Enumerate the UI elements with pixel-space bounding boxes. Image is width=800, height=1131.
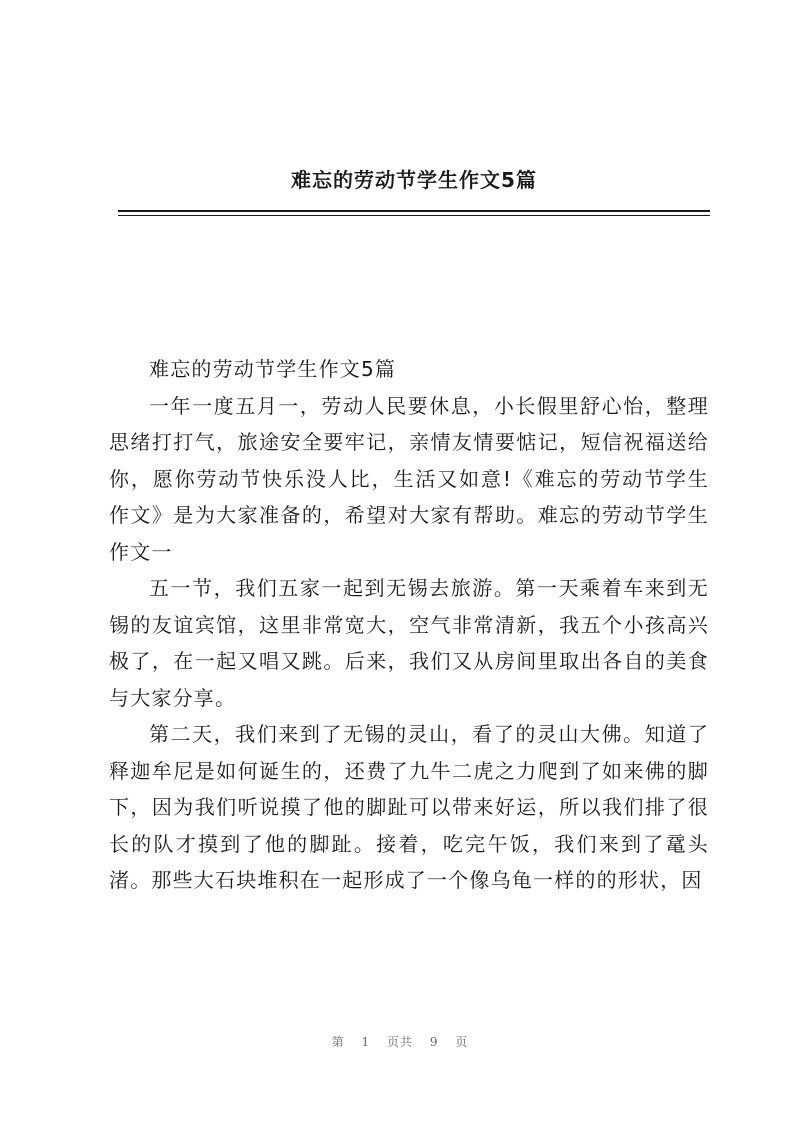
document-body <box>109 351 709 899</box>
title-underline-thick <box>118 210 710 212</box>
page-footer: 第 1 页共 9 页 <box>331 1035 469 1049</box>
paragraph-intro: 一年一度五月一，劳动人民要休息，小长假里舒心怡，整理思绪打打气，旅途安全要牢记，亲情友情要惦记，短信祝福送给你，愿你劳动节快乐没人比，生活又如意!《难忘的劳动节学生作文》是为大家准备的，希望对大家有帮助。难忘的劳动节学生作文一 <box>109 393 709 564</box>
page-header <box>118 160 710 216</box>
title-underline-thin <box>118 215 710 216</box>
paragraph-day-one: 五一节，我们五家一起到无锡去旅游。第一天乘着车来到无锡的友谊宾馆，这里非常宽大，空气非常清新，我五个小孩高兴极了，在一起又唱又跳。后来，我们又从房间里取出各自的美食与大家分享。 <box>109 576 709 710</box>
document-title: 难忘的劳动节学生作文5篇 <box>291 168 537 192</box>
paragraph-day-two: 第二天，我们来到了无锡的灵山，看了的灵山大佛。知道了释迦牟尼是如何诞生的，还费了九牛二虎之力爬到了如来佛的脚下，因为我们听说摸了他的脚趾可以带来好运，所以我们排了很长的队才摸到了他的脚趾。接着，吃完午饭，我们来到了鼋头渚。那些大石块堆积在一起形成了一个像乌龟一样的的形状，因 <box>109 722 709 892</box>
paragraph-heading: 难忘的劳动节学生作文5篇 <box>149 357 397 381</box>
